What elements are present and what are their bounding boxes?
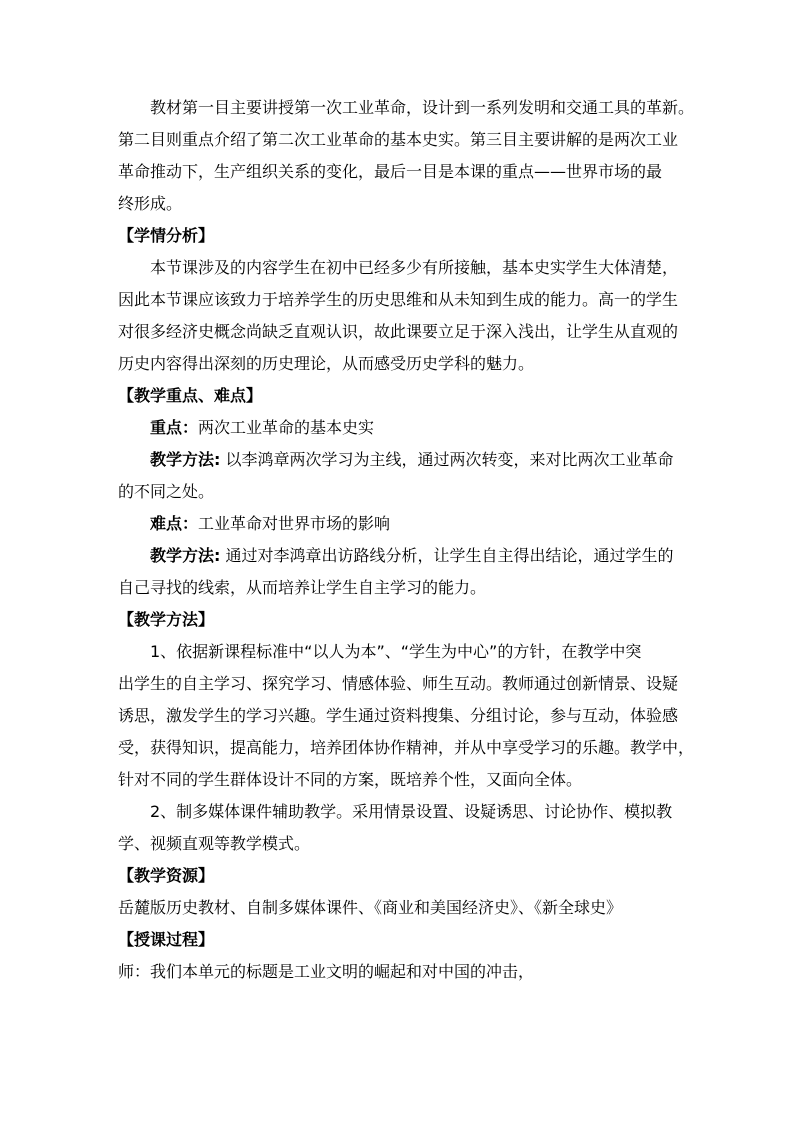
section-heading-ziyuan: 【教学资源】 <box>118 866 215 885</box>
section-heading-xueqing: 【学情分析】 <box>118 226 215 245</box>
method-line <box>118 540 678 572</box>
key-point-text: 两次工业革命的基本史实 <box>198 418 375 437</box>
paragraph-line: 针对不同的学生群体设计不同的方案，既培养个性，又面向全体。 <box>118 770 583 789</box>
difficulty-line <box>118 508 678 540</box>
paragraph-line: 受，获得知识，提高能力，培养团体协作精神，并从中享受学习的乐趣。教学中， <box>118 738 695 757</box>
section-heading-zhongnan: 【教学重点、难点】 <box>118 386 263 405</box>
paragraph-line: 本节课涉及的内容学生在初中已经多少有所接触，基本史实学生大体清楚， <box>150 258 679 277</box>
paragraph-line: 教材第一目主要讲授第一次工业革命，设计到一系列发明和交通工具的革新。 <box>150 98 695 117</box>
paragraph-line: 对很多经济史概念尚缺乏直观认识，故此课要立足于深入浅出，让学生从直观的 <box>118 322 679 341</box>
paragraph-line: 1、依据新课程标准中“以人为本”、“学生为中心”的方针，在教学中突 <box>150 642 642 661</box>
paragraph-line: 终形成。 <box>118 194 183 213</box>
paragraph-line: 第二目则重点介绍了第二次工业革命的基本史实。第三目主要讲解的是两次工业 <box>118 130 679 149</box>
key-point-label: 重点： <box>150 418 199 437</box>
method-label: 教学方法: <box>150 546 221 565</box>
method-line <box>118 444 678 476</box>
paragraph-line: 诱思，激发学生的学习兴趣。学生通过资料搜集、分组讨论，参与互动，体验感 <box>118 706 679 725</box>
method-text: 通过对李鸿章出访路线分析，让学生自主得出结论，通过学生的 <box>220 546 674 565</box>
paragraph-line: 的不同之处。 <box>118 482 215 501</box>
difficulty-text: 工业革命对世界市场的影响 <box>198 514 391 533</box>
paragraph-line: 学、视频直观等教学模式。 <box>118 834 311 853</box>
paragraph-line: 出学生的自主学习、探究学习、情感体验、师生互动。教师通过创新情景、设疑 <box>118 674 679 693</box>
method-text: 以李鸿章两次学习为主线，通过两次转变，来对比两次工业革命 <box>220 450 674 469</box>
paragraph-line: 自己寻找的线索，从而培养让学生自主学习的能力。 <box>118 578 487 597</box>
paragraph-line: 岳麓版历史教材、自制多媒体课件、《商业和美国经济史》、《新全球史》 <box>118 898 623 917</box>
paragraph-line: 革命推动下，生产组织关系的变化，最后一目是本课的重点——世界市场的最 <box>118 162 663 181</box>
paragraph-line: 因此本节课应该致力于培养学生的历史思维和从未知到生成的能力。高一的学生 <box>118 290 679 309</box>
section-heading-fangfa: 【教学方法】 <box>118 610 215 629</box>
key-point-line <box>118 412 678 444</box>
paragraph-line: 师：我们本单元的标题是工业文明的崛起和对中国的冲击， <box>118 962 535 981</box>
method-label: 教学方法: <box>150 450 221 469</box>
paragraph-line: 2、制多媒体课件辅助教学。采用情景设置、设疑诱思、讨论协作、模拟教 <box>150 802 673 821</box>
difficulty-label: 难点： <box>150 514 199 533</box>
section-heading-guocheng: 【授课过程】 <box>118 930 215 949</box>
paragraph-line: 历史内容得出深刻的历史理论，从而感受历史学科的魅力。 <box>118 354 535 373</box>
document-page <box>118 92 695 988</box>
